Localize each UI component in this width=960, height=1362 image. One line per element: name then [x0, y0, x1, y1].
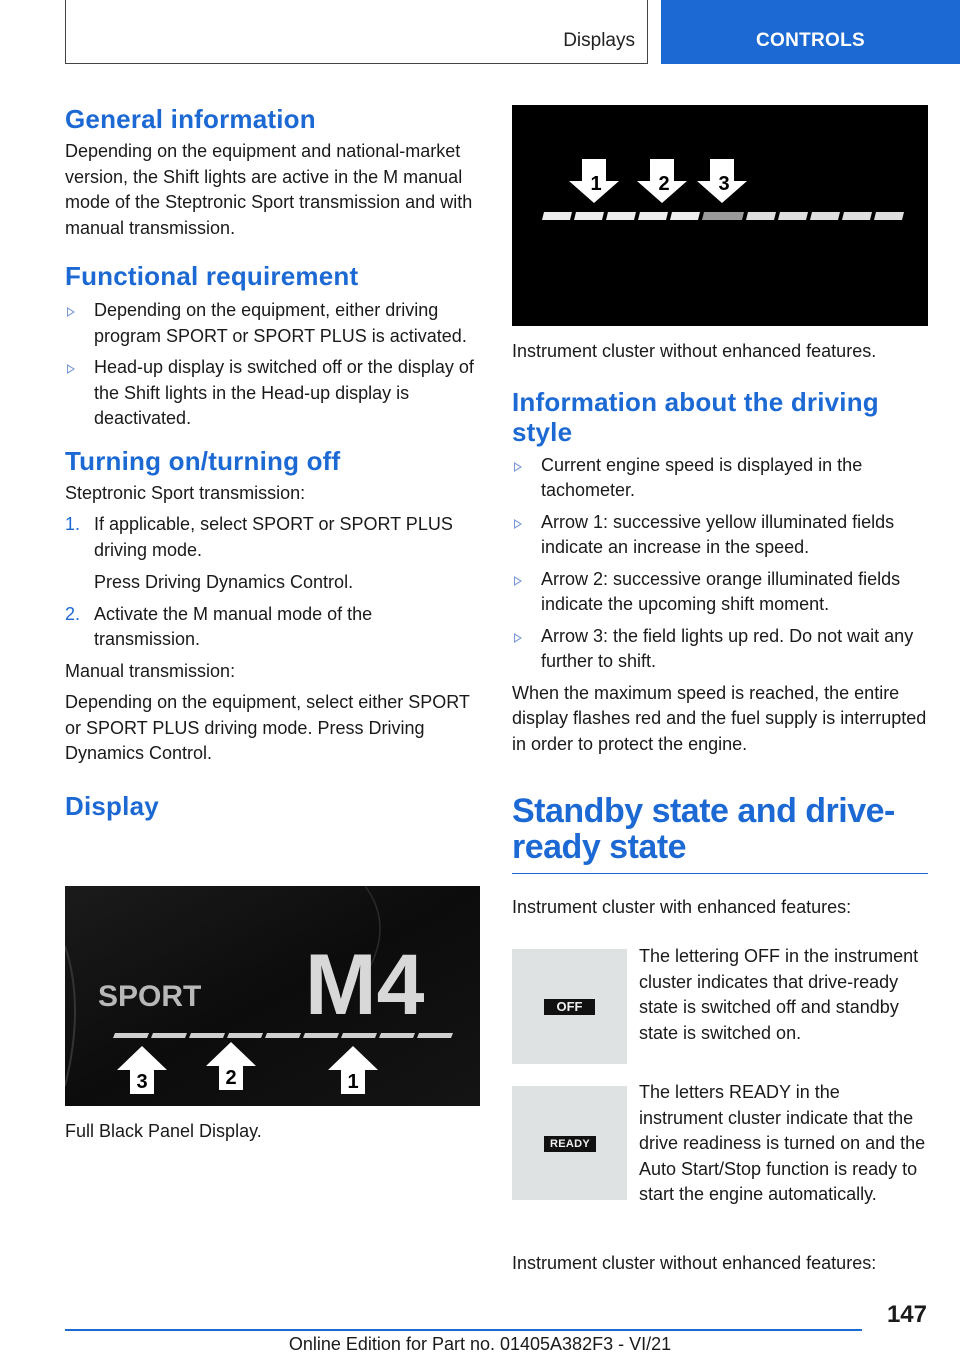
- triangle-bullet-icon: [67, 364, 75, 374]
- instrument-cluster-caption: Instrument cluster without enhanced features.: [512, 341, 877, 361]
- driving-style-heading: Information about the driving style: [512, 386, 879, 447]
- left-column: [65, 104, 480, 821]
- ready-float-spacer: [512, 1080, 639, 1208]
- off-description: The lettering OFF in the instrument cluster indicates that drive-ready state is switched off and standby state is switched on.: [639, 946, 919, 1043]
- list-item: Arrow 2: successive orange illuminated fields indicate the upcoming shift moment.: [512, 567, 928, 618]
- shift-lights-panel-illustration: [65, 886, 480, 1106]
- triangle-bullet-icon: [514, 519, 522, 529]
- standby-heading-line2: ready state: [512, 828, 687, 866]
- enhanced-features-label: Instrument cluster with enhanced features:: [512, 897, 852, 917]
- ready-badge: READY: [544, 1136, 596, 1152]
- page-number: 147: [886, 1301, 927, 1328]
- step-sub-text: Press Driving Dynamics Control.: [94, 572, 354, 592]
- header-section-label: Displays: [563, 30, 635, 51]
- header-chapter-tab[interactable]: CONTROLS: [661, 0, 960, 64]
- general-information-text: Depending on the equipment and national-market version, the Shift lights are active in the M manual mode of the Steptronic Sport transmission and with manual transmission.: [65, 141, 473, 238]
- step-number: 2.: [65, 603, 81, 624]
- display-heading: Display: [65, 790, 159, 821]
- list-item: Head-up display is switched off or the display of the Shift lights in the Head-up display is deactivated.: [65, 355, 480, 432]
- list-item: Arrow 3: the field lights up red. Do not wait any further to shift.: [512, 624, 928, 675]
- footer-divider: [65, 1329, 862, 1331]
- svg-text:1: 1: [590, 173, 602, 195]
- right-column: [512, 339, 928, 921]
- standby-heading-line1: Standby state and drive-: [512, 792, 895, 830]
- shift-lights-bar-illustration: [512, 105, 928, 326]
- triangle-bullet-icon: [514, 462, 522, 472]
- svg-text:2: 2: [225, 1067, 237, 1089]
- step-number: 1.: [65, 514, 81, 534]
- instrument-cluster-figure: [512, 105, 928, 326]
- functional-requirement-list: [65, 298, 480, 432]
- list-item: Depending on the equipment, either driving program SPORT or SPORT PLUS is activated.: [65, 298, 480, 349]
- list-item: 2. Activate the M manual mode of the transmission.: [65, 603, 373, 649]
- sport-mode-label: SPORT: [98, 980, 202, 1013]
- turning-steps-list: [65, 512, 480, 653]
- triangle-bullet-icon: [514, 576, 522, 586]
- full-black-panel-figure: [65, 886, 480, 1106]
- svg-text:2: 2: [658, 173, 670, 195]
- general-information-heading: General information: [65, 104, 316, 134]
- list-item: Arrow 1: successive yellow illuminated fields indicate an increase in the speed.: [512, 510, 928, 561]
- triangle-bullet-icon: [67, 307, 75, 317]
- svg-text:3: 3: [718, 173, 730, 195]
- driving-style-list: [512, 453, 928, 675]
- manual-transmission-text: Depending on the equipment, select either SPORT or SPORT PLUS driving mode. Press Driving Dynamics Control.: [65, 692, 470, 763]
- off-indicator-thumbnail: [512, 949, 627, 1064]
- turning-on-off-heading: Turning on/turning off: [65, 445, 341, 476]
- footer-edition-text: Online Edition for Part no. 01405A382F3 - VI/21: [288, 1334, 672, 1354]
- list-item: 1. If applicable, select SPORT or SPORT PLUS driving mode. Press Driving Dynamics Control.: [65, 512, 480, 596]
- without-enhanced-features-label: Instrument cluster without enhanced features:: [512, 1253, 877, 1273]
- triangle-bullet-icon: [514, 633, 522, 643]
- full-black-panel-caption: Full Black Panel Display.: [65, 1121, 262, 1141]
- max-speed-text: When the maximum speed is reached, the entire display flashes red and the fuel supply is interrupted in order to protect the engine.: [512, 682, 927, 754]
- svg-text:1: 1: [347, 1071, 359, 1093]
- functional-requirement-heading: Functional requirement: [65, 261, 359, 291]
- steptronic-label: Steptronic Sport transmission:: [65, 482, 306, 503]
- manual-transmission-label: Manual transmission:: [65, 660, 236, 681]
- ready-description: The letters READY in the instrument cluster indicate that the drive readiness is turned on and the Auto Start/Stop function is ready to start the engine automatically.: [512, 1080, 928, 1208]
- list-item: Current engine speed is displayed in the tachometer.: [512, 453, 928, 504]
- header-section-box: [65, 0, 648, 64]
- standby-heading-block: [512, 793, 928, 874]
- svg-text:3: 3: [136, 1071, 148, 1093]
- off-badge: OFF: [544, 999, 595, 1015]
- m4-model-label: M4: [305, 937, 425, 1033]
